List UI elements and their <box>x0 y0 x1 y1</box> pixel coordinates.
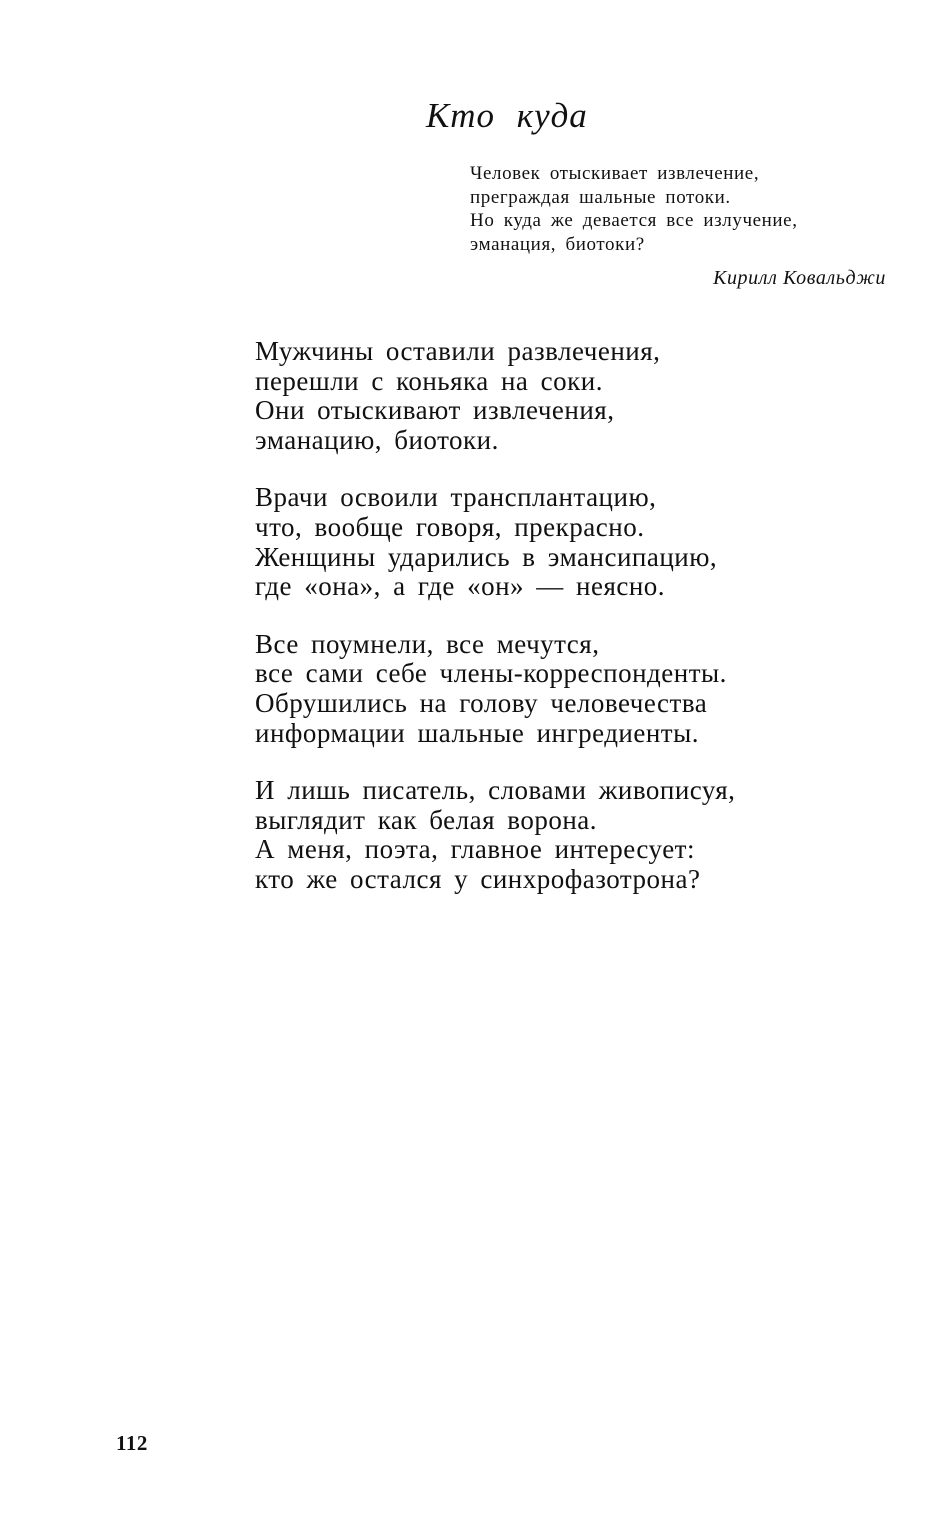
poem-line: А меня, поэта, главное интересует: <box>255 834 695 865</box>
poem-line: И лишь писатель, словами живописуя, <box>255 775 736 806</box>
poem-line: где «она», а где «он» — неясно. <box>255 571 666 602</box>
poem-line: Мужчины оставили развлечения, <box>255 336 661 366</box>
poem-line: Обрушились на голову человечества <box>255 687 708 718</box>
epigraph-line: Но куда же девается все излучение, <box>470 210 798 231</box>
page-number: 112 <box>116 1431 148 1455</box>
poem-line: информации шальные ингредиенты. <box>255 717 699 748</box>
poem-line: эманацию, биотоки. <box>255 424 499 455</box>
poem-line: Все поумнели, все мечутся, <box>255 628 600 659</box>
poem-line: кто же остался у синхрофазотрона? <box>255 863 701 894</box>
epigraph <box>470 162 890 290</box>
poem-line: перешли с коньяка на соки. <box>255 365 603 396</box>
poem-body <box>255 337 875 923</box>
epigraph-line: преграждая шальные потоки. <box>470 186 731 208</box>
stanza-3 <box>255 630 875 748</box>
epigraph-author: Кирилл Ковальджи <box>713 267 886 289</box>
poem-title: Кто куда <box>426 96 588 135</box>
epigraph-line: Человек отыскивает извлечение, <box>470 163 760 184</box>
poem-line: Они отыскивают извлечения, <box>255 395 615 426</box>
poem-line: все сами себе члены-корреспонденты. <box>255 658 727 689</box>
poem-line: Женщины ударились в эмансипацию, <box>255 541 718 572</box>
stanza-2 <box>255 483 875 601</box>
poem-line: выглядит как белая ворона. <box>255 804 598 835</box>
poem-line: что, вообще говоря, прекрасно. <box>255 511 645 542</box>
poem-line: Врачи освоили трансплантацию, <box>255 482 657 513</box>
stanza-4 <box>255 776 875 894</box>
epigraph-line: эманация, биотоки? <box>470 233 645 255</box>
stanza-1 <box>255 337 875 455</box>
